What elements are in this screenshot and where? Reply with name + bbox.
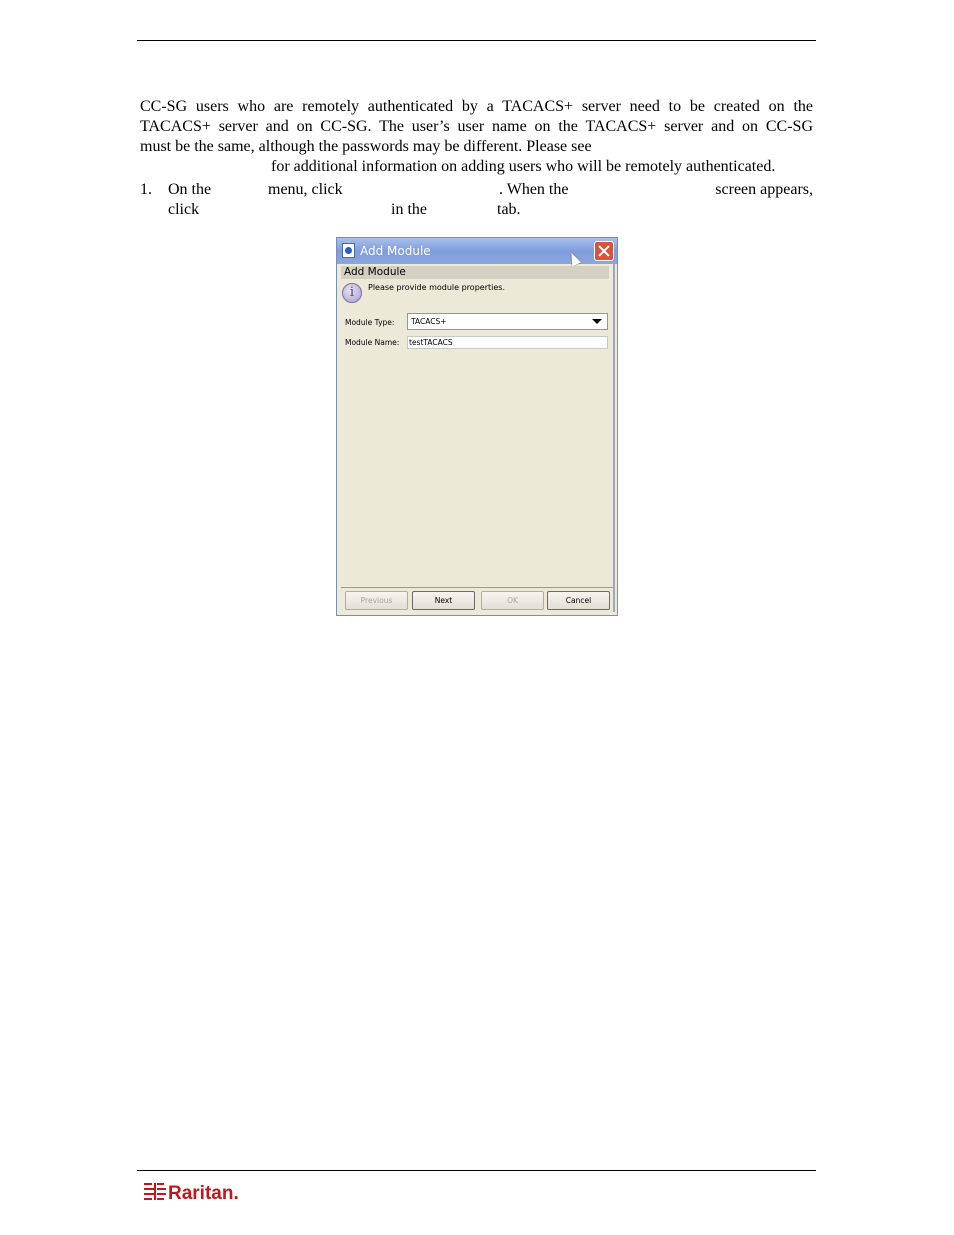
step-text: menu, click	[268, 181, 343, 198]
header-rule	[137, 40, 816, 41]
paragraph-line: CC-SG users who are remotely authenticated by a TACACS+ server need to be created on the	[140, 98, 813, 115]
module-type-label: Module Type:	[345, 318, 395, 327]
step-text: On the	[168, 181, 212, 198]
step-text: in the	[391, 201, 427, 218]
dialog-title: Add Module	[360, 244, 431, 258]
chevron-down-icon[interactable]	[592, 319, 602, 324]
paragraph-last-line: for additional information on adding users who will be remotely authenticated.	[271, 158, 776, 175]
footer-rule	[137, 1170, 816, 1171]
raritan-logo	[144, 1179, 254, 1203]
dialog-header-title: Add Module	[344, 266, 406, 278]
close-button[interactable]	[594, 241, 614, 261]
dialog-header	[341, 266, 609, 279]
button-separator	[341, 587, 613, 588]
info-icon: i	[342, 283, 362, 303]
ok-button[interactable]: OK	[481, 591, 544, 610]
paragraph-line: TACACS+ server and on CC-SG. The user’s user name on the TACACS+ server and on CC-SG	[140, 118, 813, 135]
paragraph-line	[140, 157, 813, 177]
app-icon	[342, 243, 355, 258]
step-1	[140, 180, 813, 220]
step-number: 1.	[140, 181, 152, 198]
module-name-label: Module Name:	[345, 338, 400, 347]
previous-button[interactable]: Previous	[345, 591, 408, 610]
cancel-button[interactable]: Cancel	[547, 591, 610, 610]
info-message: Please provide module properties.	[368, 283, 505, 292]
next-button[interactable]: Next	[412, 591, 475, 610]
module-type-value: TACACS+	[411, 317, 447, 326]
module-type-select[interactable]	[407, 313, 608, 330]
step-text: click	[168, 201, 200, 218]
module-name-input[interactable]: testTACACS	[407, 336, 608, 349]
step-text: screen appears,	[715, 181, 813, 198]
body-paragraph	[140, 97, 813, 177]
step-text: . When the	[499, 181, 569, 198]
step-text: tab.	[497, 201, 521, 218]
dialog-titlebar[interactable]	[337, 238, 617, 264]
logo-text: Raritan.	[168, 1183, 239, 1203]
add-module-dialog	[336, 237, 618, 616]
paragraph-line: must be the same, although the passwords may be different. Please see	[140, 138, 592, 155]
